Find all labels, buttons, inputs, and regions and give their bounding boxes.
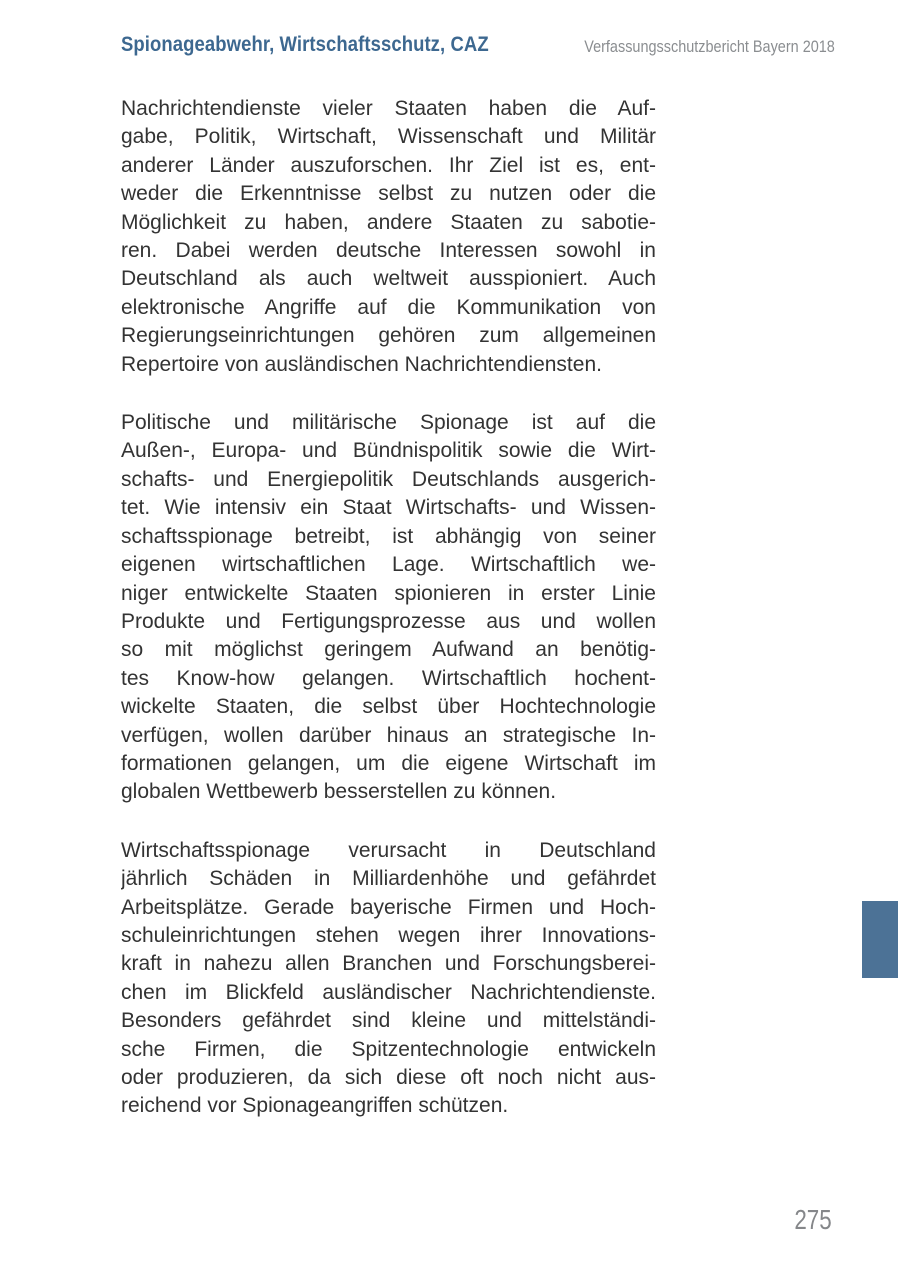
text-line: wickelte Staaten, die selbst über Hochtechnologie: [121, 695, 656, 719]
body-paragraph: [121, 409, 656, 807]
text-line: Deutschland als auch weltweit ausspioniert. Auch: [121, 267, 656, 291]
text-line: Repertoire von ausländischen Nachrichtendiensten.: [121, 352, 602, 376]
section-title: Spionageabwehr, Wirtschaftsschutz, CAZ: [121, 33, 489, 56]
article-body: [121, 95, 656, 1151]
text-line: globalen Wettbewerb besserstellen zu können.: [121, 780, 557, 804]
text-line: Besonders gefährdet sind kleine und mittelständi-: [121, 1009, 656, 1033]
text-line: schafts- und Energiepolitik Deutschlands ausgerich-: [121, 467, 656, 491]
body-paragraph: [121, 95, 656, 379]
text-line: eigenen wirtschaftlichen Lage. Wirtschaftlich we-: [121, 553, 656, 577]
text-line: Wirtschaftsspionage verursacht in Deutschland: [121, 838, 656, 862]
text-line: so mit möglichst geringem Aufwand an benötig-: [121, 638, 656, 662]
text-line: niger entwickelte Staaten spionieren in erster Linie: [121, 581, 656, 605]
text-line: ren. Dabei werden deutsche Interessen sowohl in: [121, 239, 656, 263]
text-line: kraft in nahezu allen Branchen und Forschungsberei-: [121, 952, 656, 976]
text-line: tet. Wie intensiv ein Staat Wirtschafts- und Wissen-: [121, 496, 656, 520]
text-line: verfügen, wollen darüber hinaus an strategische In-: [121, 723, 656, 747]
report-title: Verfassungsschutzbericht Bayern 2018: [584, 37, 835, 56]
text-line: jährlich Schäden in Milliardenhöhe und gefährdet: [121, 867, 656, 891]
text-line: tes Know-how gelangen. Wirtschaftlich hochent-: [121, 666, 656, 690]
text-line: anderer Länder auszuforschen. Ihr Ziel ist es, ent-: [121, 153, 656, 177]
text-line: schaftsspionage betreibt, ist abhängig von seiner: [121, 524, 656, 548]
text-line: elektronische Angriffe auf die Kommunikation von: [121, 295, 656, 319]
text-line: oder produzieren, da sich diese oft noch nicht aus-: [121, 1066, 656, 1089]
text-line: reichend vor Spionageangriffen schützen.: [121, 1094, 509, 1118]
text-line: formationen gelangen, um die eigene Wirtschaft im: [121, 751, 656, 775]
text-line: Außen-, Europa- und Bündnispolitik sowie die Wirt-: [121, 439, 656, 463]
text-line: Arbeitsplätze. Gerade bayerische Firmen und Hoch-: [121, 895, 656, 919]
text-line: sche Firmen, die Spitzentechnologie entwickeln: [121, 1037, 656, 1061]
text-line: Nachrichtendienste vieler Staaten haben die Auf-: [121, 97, 656, 120]
page-number: 275: [794, 1204, 832, 1235]
text-line: weder die Erkenntnisse selbst zu nutzen oder die: [121, 182, 656, 206]
text-line: chen im Blickfeld ausländischer Nachrichtendienste.: [121, 980, 656, 1004]
text-line: gabe, Politik, Wirtschaft, Wissenschaft und Militär: [121, 125, 656, 149]
text-line: Politische und militärische Spionage ist auf die: [121, 411, 656, 435]
text-line: schuleinrichtungen stehen wegen ihrer Innovations-: [121, 923, 656, 947]
text-line: Produkte und Fertigungsprozesse aus und wollen: [121, 609, 656, 633]
text-line: Möglichkeit zu haben, andere Staaten zu sabotie-: [121, 210, 656, 234]
section-tab-marker: [862, 901, 898, 978]
body-paragraph: [121, 837, 656, 1121]
text-line: Regierungseinrichtungen gehören zum allgemeinen: [121, 324, 656, 348]
